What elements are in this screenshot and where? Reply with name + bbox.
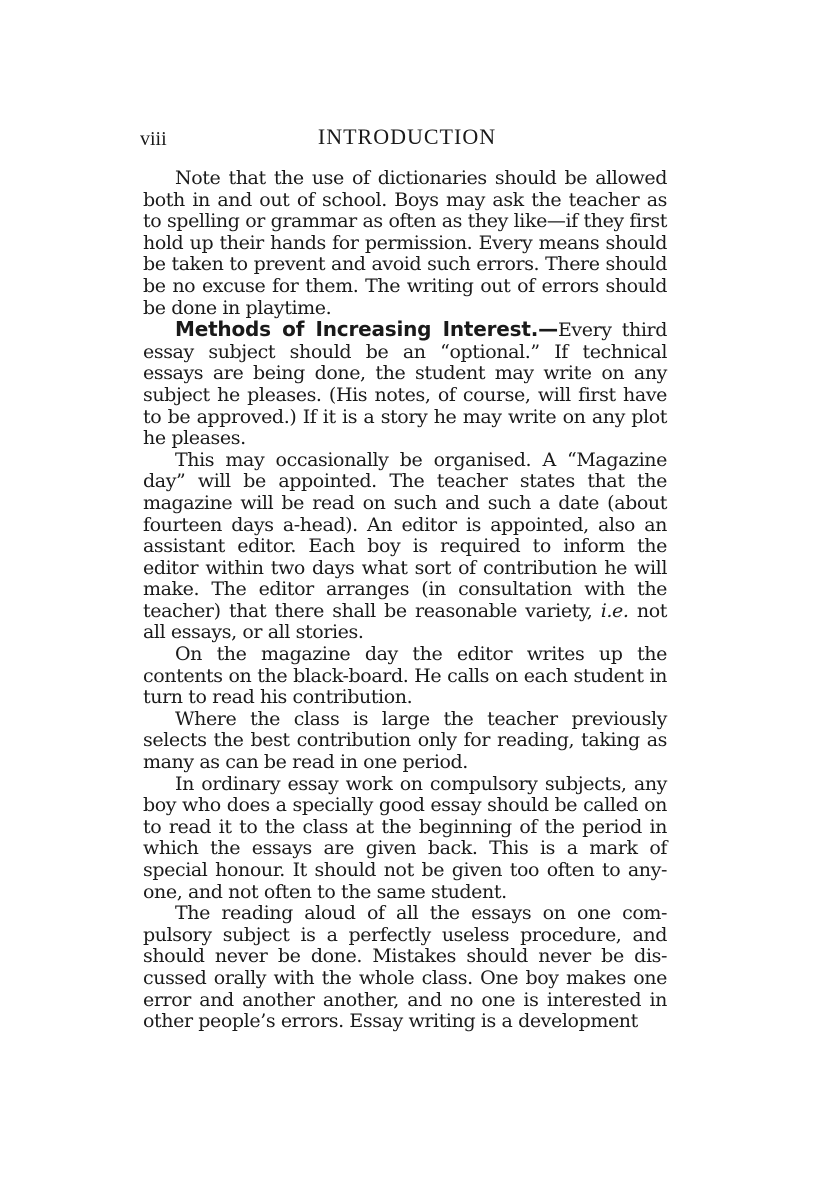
paragraph-text: On the magazine day the editor writes up the contents on the black-board. He calls on each student in turn to read his contribution. xyxy=(143,643,667,709)
paragraph xyxy=(143,774,667,904)
paragraph xyxy=(143,644,667,709)
paragraph xyxy=(143,450,667,644)
paragraph-text: The reading aloud of all the essays on one com-pulsory subject is a perfectly useless procedure, and should never be done. Mistakes should never be dis-cussed orally with the whole class. One boy makes one error and another another, and no one is interested in other people’s errors. Essay writing is a development xyxy=(143,902,667,1033)
paragraph-text: In ordinary essay work on compulsory subjects, any boy who does a specially good essay should be called on to read it to the class at the beginning of the period in which the essays are given back. This is a mark of special honour. It should not be given too often to any-one, and not often to the same student. xyxy=(143,772,667,903)
page-number: viii xyxy=(140,128,167,150)
paragraph xyxy=(143,168,667,319)
running-title: INTRODUCTION xyxy=(317,124,497,149)
section-heading: Methods of Increasing Interest.— xyxy=(175,317,558,342)
paragraph-with-heading xyxy=(143,319,667,450)
paragraph-text: Every third essay subject should be an “optional.” If technical essays are being done, the student may write on any subject he pleases. (His notes, of course, will first have to be approved.) If it is a story he may write on any plot he pleases. xyxy=(143,319,668,450)
italic-abbreviation: i.e. xyxy=(600,599,629,622)
paragraph xyxy=(143,709,667,774)
page-header xyxy=(140,124,674,154)
paragraph-text: This may occasionally be organised. A “Magazine day” will be appointed. The teacher states that the magazine will be read on such and such a date (about fourteen days a-head). An editor is appointed, also an assistant editor. Each boy is required to inform the editor within two days what sort of contribution he will make. The editor arranges (in consultation with the teacher) that there shall be reasonable variety, xyxy=(143,448,667,622)
body-text xyxy=(143,168,667,1033)
paragraph-text: Where the class is large the teacher previously selects the best contribution only for reading, taking as many as can be read in one period. xyxy=(143,707,667,774)
paragraph-text: Note that the use of dictionaries should be allowed both in and out of school. Boys may ask the teacher as to spelling or grammar as often as they like—if they first hold up their hands for permission. Every means should be taken to prevent and avoid such errors. There should be no excuse for them. The writing out of errors should be done in playtime. xyxy=(143,167,667,319)
paragraph-text-continued: not all essays, or all stories. xyxy=(143,599,667,644)
paragraph xyxy=(143,903,667,1033)
